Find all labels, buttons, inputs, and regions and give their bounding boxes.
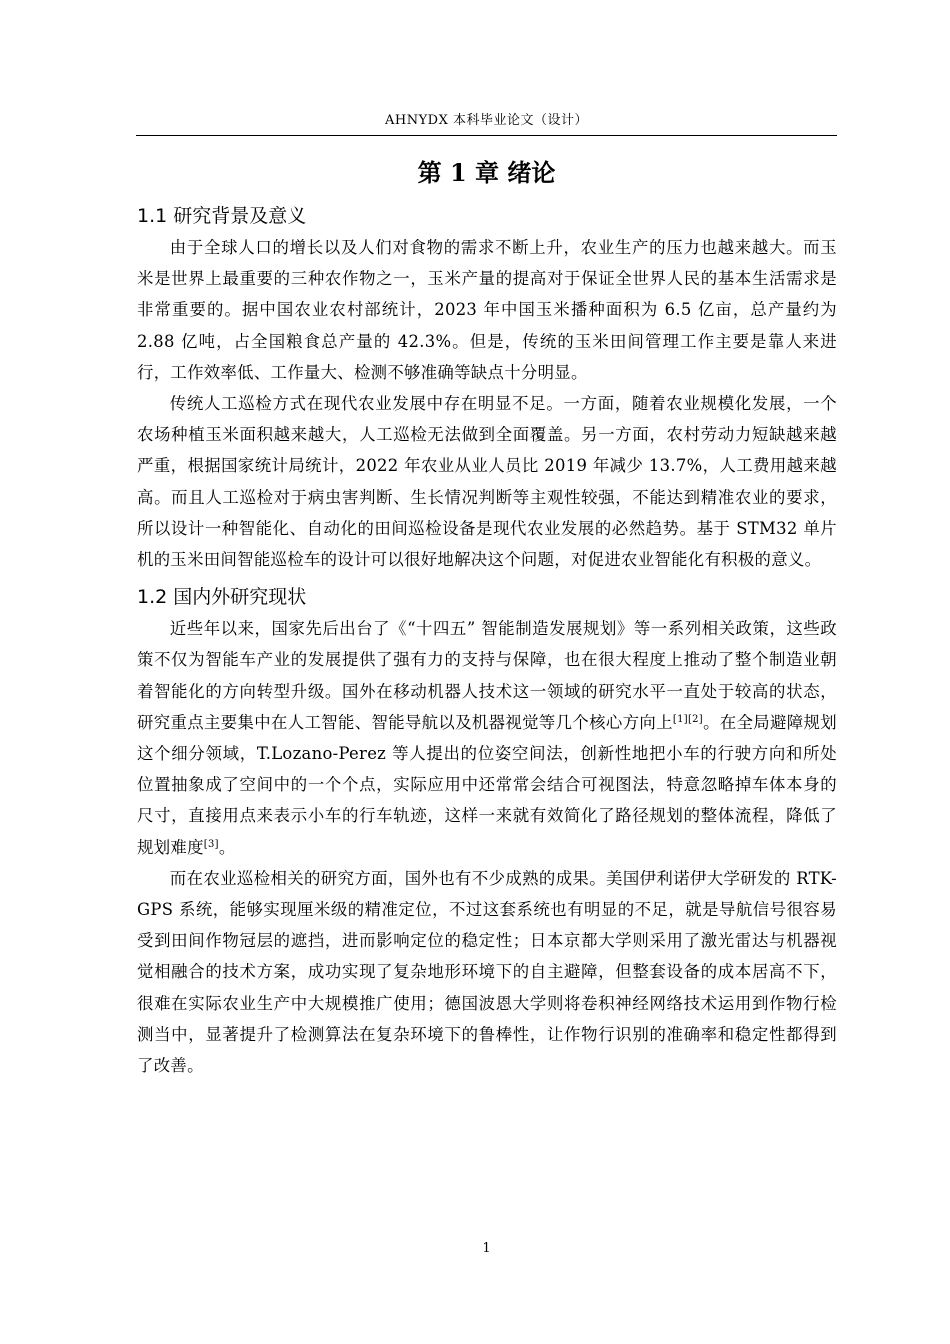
paragraph-1-1-2: 传统人工巡检方式在现代农业发展中存在明显不足。一方面，随着农业规模化发展，一个农场种植玉米面积越来越大，人工巡检无法做到全面覆盖。另一方面，农村劳动力短缺越来越严重，根据国家统计局统计，2022 年农业从业人员比 2019 年减少 13.7%，人工费用越来越高。而且人工巡检对于病虫害判断、生长情况判断等主观性较强，不能达到精准农业的要求，所以设计一种智能化、自动化的田间巡检设备是现代农业发展的必然趋势。基于 STM32 单片机的玉米田间智能巡检车的设计可以很好地解决这个问题，对促进农业智能化有积极的意义。 xyxy=(137,394,837,570)
chapter-title: 第 1 章 绪论 xyxy=(417,158,556,187)
paragraph-text: 。 xyxy=(218,837,236,857)
section-heading-1-2: 1.2 国内外研究现状 xyxy=(137,586,307,609)
citation-ref[interactable]: [1][2] xyxy=(672,713,704,725)
body-content xyxy=(137,200,837,1081)
paragraph-text: 。在全局避障规划这个细分领域，T.Lozano-Perez 等人提出的位姿空间法，创新性地把小车的行驶方向和所处位置抽象成了空间中的一个个点，实际应用中还常常会结合可视图法，特意忽略掉车体本身的尺寸，直接用点来表示小车的行车轨迹，这样一来就有效简化了路径规划的整体流程，降低了规划难度 xyxy=(137,712,837,857)
paragraph-1-1-1: 由于全球人口的增长以及人们对食物的需求不断上升，农业生产的压力也越来越大。而玉米是世界上最重要的三种农作物之一，玉米产量的提高对于保证全世界人民的基本生活需求是非常重要的。据中国农业农村部统计，2023 年中国玉米播种面积为 6.5 亿亩，总产量约为 2.88 亿吨，占全国粮食总产量的 42.3%。但是，传统的玉米田间管理工作主要是靠人来进行，工作效率低、工作量大、检测不够准确等缺点十分明显。 xyxy=(137,238,837,382)
header-divider xyxy=(136,135,837,136)
running-header: AHNYDX 本科毕业论文（设计） xyxy=(385,113,588,128)
section-heading-1-1: 1.1 研究背景及意义 xyxy=(137,205,307,227)
citation-ref[interactable]: [3] xyxy=(203,838,219,850)
paragraph-text: 近些年以来，国家先后出台了《“十四五” 智能制造发展规划》等一系列相关政策，这些政策不仅为智能车产业的发展提供了强有力的支持与保障，也在很大程度上推动了整个制造业朝着智能化的方向转型升级。国外在移动机器人技术这一领域的研究水平一直处于较高的状态，研究重点主要集中在人工智能、智能导航以及机器视觉等几个核心方向上 xyxy=(137,619,837,732)
paragraph-1-2-1 xyxy=(137,613,837,863)
page-number: 1 xyxy=(482,1241,491,1256)
paragraph-1-2-2: 而在农业巡检相关的研究方面，国外也有不少成熟的成果。美国伊利诺伊大学研发的 RTK-GPS 系统，能够实现厘米级的精准定位，不过这套系统也有明显的不足，就是导航信号很容易受到田间作物冠层的遮挡，进而影响定位的稳定性；日本京都大学则采用了激光雷达与机器视觉相融合的技术方案，成功实现了复杂地形环境下的自主避障，但整套设备的成本居高不下，很难在实际农业生产中大规模推广使用；德国波恩大学则将卷积神经网络技术运用到作物行检测当中，显著提升了检测算法在复杂环境下的鲁棒性，让作物行识别的准确率和稳定性都得到了改善。 xyxy=(137,868,837,1076)
